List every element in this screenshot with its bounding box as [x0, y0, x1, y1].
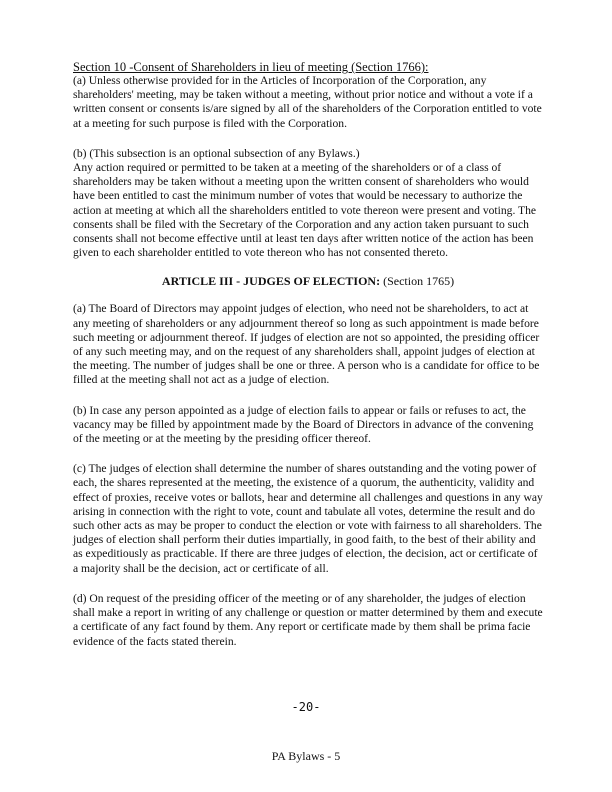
article-3-title-reference: (Section 1765) [383, 274, 455, 289]
article-3-paragraph-b: (b) In case any person appointed as a judge of election fails to appear or fails or refuses to act, the vacancy may be filled by appointment made by the Board of Directors in advance of the convening of the meeting or at the meeting by the presiding officer thereof. [73, 403, 534, 446]
page-body [73, 60, 543, 649]
article-3-paragraph-a: (a) The Board of Directors may appoint judges of election, who need not be shareholders, to act at any meeting of shareholders or any adjournment thereof so long as such appointment is made before such meeting or adjournment thereof. If judges of election are not so appointed, the presiding officer of any such meeting may, and on the request of any shareholders shall, appoint judges of election at the meeting. The number of judges shall be one or three. A person who is a candidate for office to be filled at the meeting shall not act as a judge of election. [73, 302, 540, 387]
section-10-paragraph-b-body: Any action required or permitted to be taken at a meeting of the shareholders or of a class of shareholders may be taken without a meeting upon the written consent of shareholders who would have been entitled to cast the minimum number of votes that would be necessary to authorize the action at meeting at which all the shareholders entitled to vote thereon were present and voting. The consents shall be filed with the Secretary of the Corporation and any action taken pursuant to such consents shall not become effective until at least ten days after written notice of the action has been given to each shareholder entitled to vote thereon who has not consented thereto. [73, 161, 537, 260]
article-3-title [73, 274, 543, 288]
article-3-title-text: ARTICLE III - JUDGES OF ELECTION: [161, 274, 381, 289]
article-3-paragraph-d: (d) On request of the presiding officer of the meeting or of any shareholder, the judges of election shall make a report in writing of any challenge or question or matter determined by them and execute a certificate of any fact found by them. Any report or certificate made by them shall be prima facie evidence of the facts stated therein. [73, 591, 543, 648]
section-10-heading: Section 10 -Consent of Shareholders in lieu of meeting (Section 1766): [73, 60, 429, 74]
section-10-paragraph-b-label: (b) (This subsection is an optional subsection of any Bylaws.) [73, 146, 360, 160]
page-footer: PA Bylaws - 5 [271, 749, 341, 763]
article-3-paragraph-c: (c) The judges of election shall determine the number of shares outstanding and the voting power of each, the shares represented at the meeting, the existence of a quorum, the authenticity, validity and effect of proxies, receive votes or ballots, hear and determine all challenges and questions in any way arising in connection with the right to vote, count and tabulate all votes, determine the result and do such other acts as may be proper to conduct the election or vote with fairness to all shareholders. The judges of election shall perform their duties impartially, in good faith, to the best of their ability and as expeditiously as practicable. If there are three judges of election, the decision, act or certificate of a majority shall be the decision, act or certificate of all. [73, 462, 543, 575]
section-10-paragraph-a: (a) Unless otherwise provided for in the Articles of Incorporation of the Corporation, any shareholders' meeting, may be taken without a meeting, without prior notice and without a vote if a written consent or consents is/are signed by all of the shareholders of the Corporation entitled to vote at a meeting for such purpose is filed with the Corporation. [73, 74, 542, 130]
page-number: -20- [291, 700, 321, 714]
